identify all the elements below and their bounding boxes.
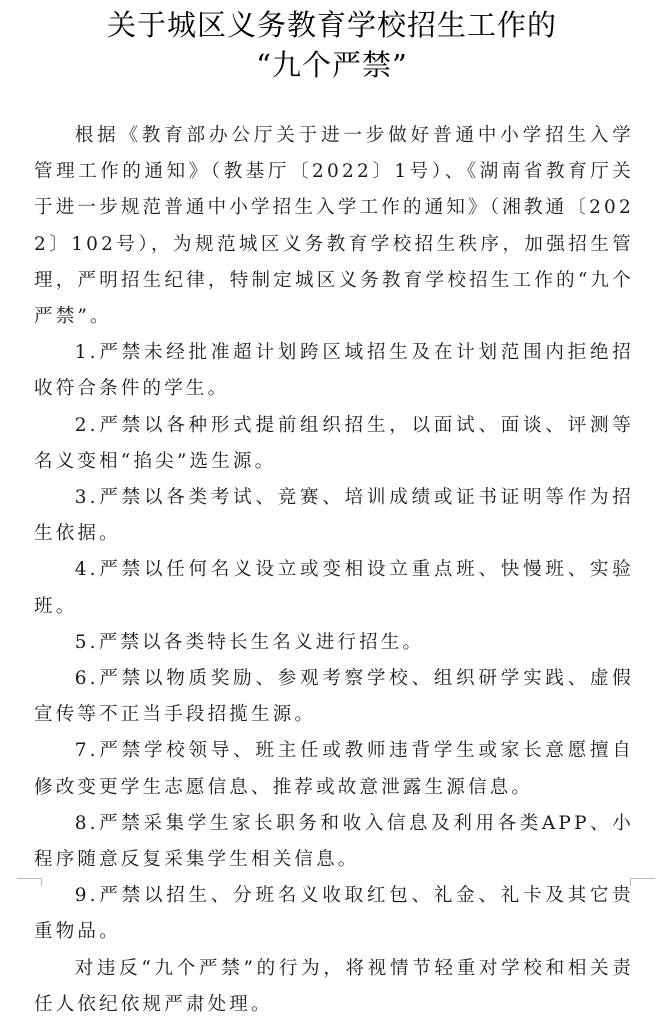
intro-paragraph: 根据《教育部办公厅关于进一步做好普通中小学招生入学管理工作的通知》（教基厅〔2022〕1号）、《湖南省教育厅关于进一步规范普通中小学招生入学工作的通知》（湘教通〔2022〕102号），为规范城区义务教育学校招生秩序，加强招生管理，严明招生纪律，特制定城区义务教育学校招生工作的“九个严禁”。 <box>34 125 634 328</box>
closing-paragraph: 对违反“九个严禁”的行为，将视情节轻重对学校和相关责任人依纪依规严肃处理。 <box>34 957 634 1015</box>
rule-item-2: 2.严禁以各种形式提前组织招生，以面试、面谈、评测等名义变相“掐尖”选生源。 <box>34 414 634 472</box>
rule-item-3: 3.严禁以各类考试、竞赛、培训成绩或证书证明等作为招生依据。 <box>34 487 634 545</box>
rule-item-5: 5.严禁以各类特长生名义进行招生。 <box>74 631 425 653</box>
document-body <box>34 118 634 1023</box>
rule-item-6: 6.严禁以物质奖励、参观考察学校、组织研学实践、虚假宣传等不正当手段招揽生源。 <box>34 668 634 726</box>
rule-item-4: 4.严禁以任何名义设立或变相设立重点班、快慢班、实验班。 <box>34 559 634 617</box>
document-title-line-2: “九个严禁” <box>256 48 408 82</box>
document-title-line-1: 关于城区义务教育学校招生工作的 <box>106 8 557 42</box>
rule-item-8: 8.严禁采集学生家长职务和收入信息及利用各类APP、小程序随意反复采集学生相关信息。 <box>34 812 634 871</box>
rule-item-1: 1.严禁未经批准超计划跨区域招生及在计划范围内拒绝招收符合条件的学生。 <box>34 342 634 400</box>
rule-item-9: 9.严禁以招生、分班名义收取红包、礼金、礼卡及其它贵重物品。 <box>34 885 634 943</box>
rule-item-7: 7.严禁学校领导、班主任或教师违背学生或家长意愿擅自修改变更学生志愿信息、推荐或故意泄露生源信息。 <box>34 740 634 798</box>
